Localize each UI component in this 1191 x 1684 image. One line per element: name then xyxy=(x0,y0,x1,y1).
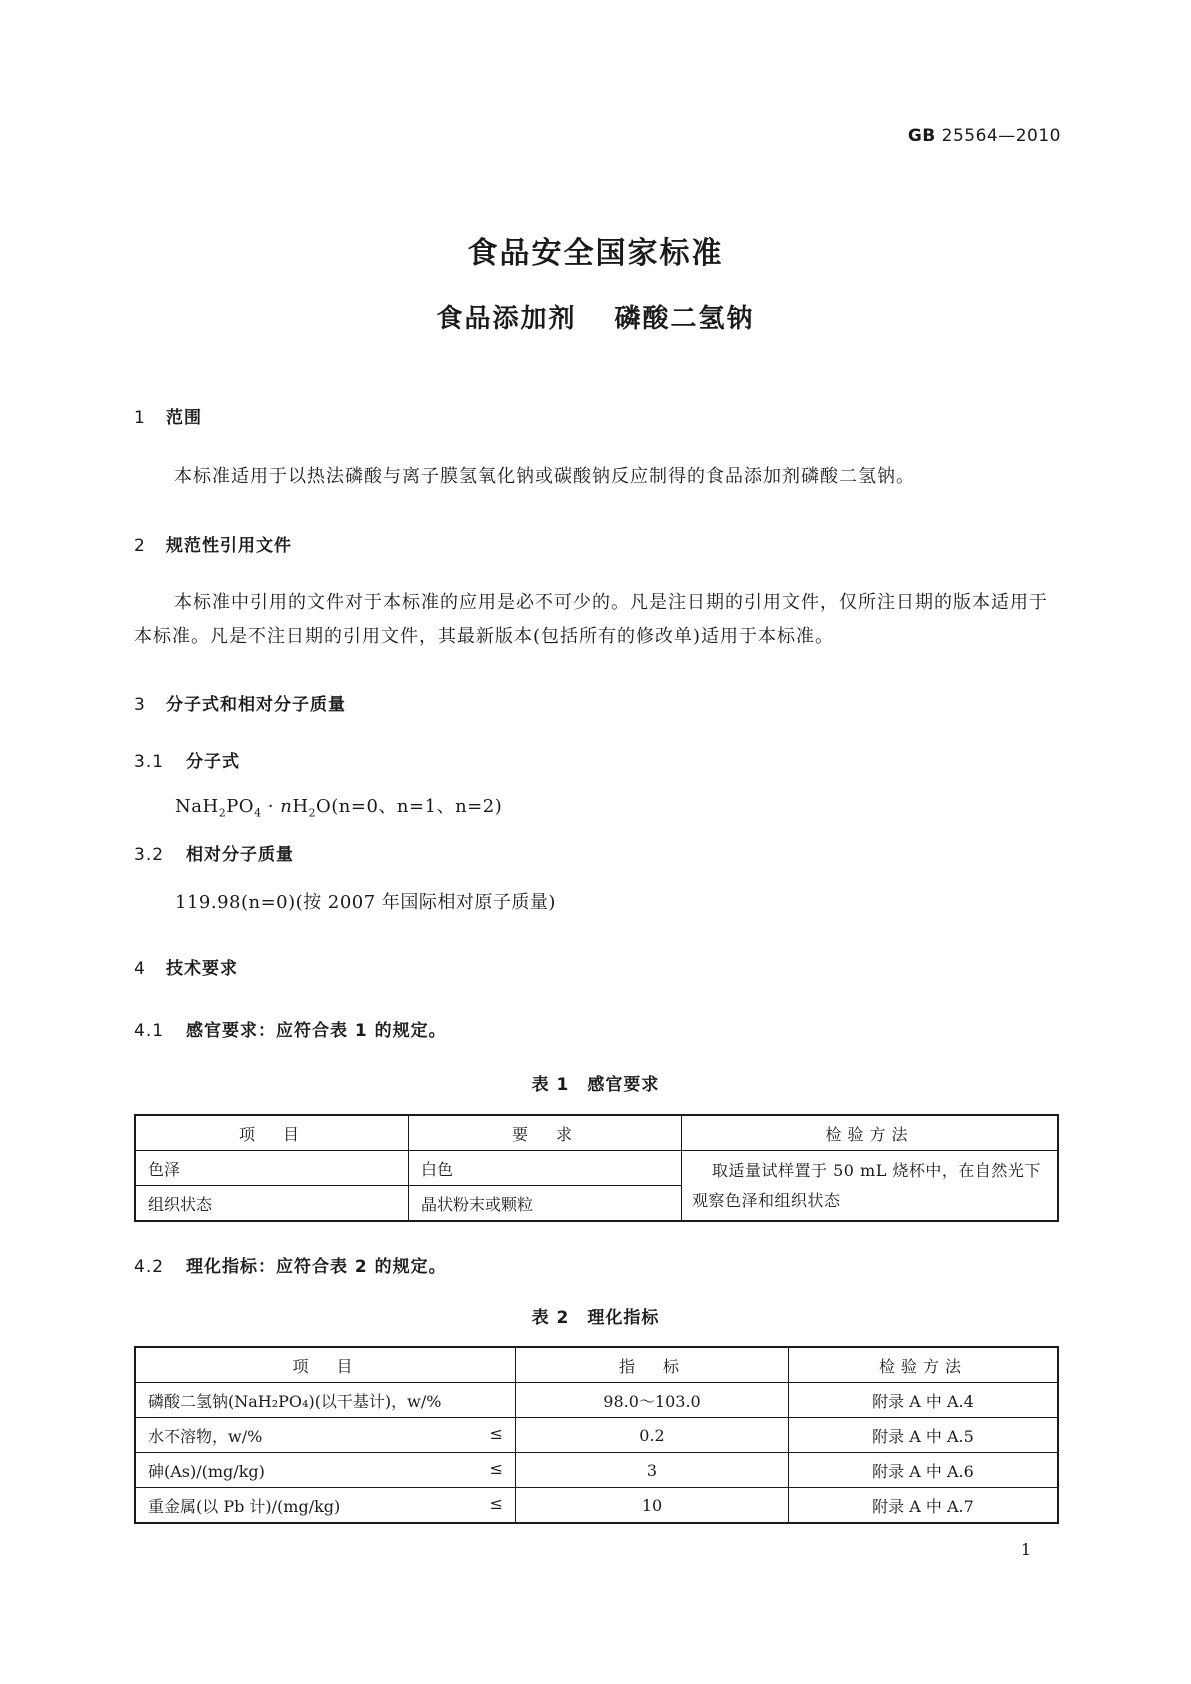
table-row xyxy=(135,1383,1058,1418)
indicator-name: 水不溶物，w/% xyxy=(148,1426,263,1446)
formula-part: H xyxy=(292,796,309,817)
formula-part: PO xyxy=(226,796,255,817)
section-1-heading xyxy=(134,403,202,428)
sub-title-part1: 食品添加剂 xyxy=(436,304,577,334)
table-row xyxy=(135,1151,1058,1186)
formula-part: O(n=0、n=1、n=2) xyxy=(316,796,503,817)
table-cell: 附录 A 中 A.4 xyxy=(789,1383,1059,1418)
table-header-cell: 要 求 xyxy=(409,1115,682,1151)
table-header-cell: 检验方法 xyxy=(682,1115,1059,1151)
table-cell: 10 xyxy=(516,1488,789,1524)
page-number: 1 xyxy=(1020,1540,1031,1559)
standard-prefix: GB xyxy=(907,126,936,146)
table-cell: 晶状粉末或颗粒 xyxy=(409,1186,682,1222)
section-title: 分子式 xyxy=(186,752,240,772)
table-header-row xyxy=(135,1347,1058,1383)
table-cell: 附录 A 中 A.7 xyxy=(789,1488,1059,1524)
section-title: 理化指标：应符合表 2 的规定。 xyxy=(186,1257,447,1277)
table-header-cell: 检验方法 xyxy=(789,1347,1059,1383)
table-cell: 白色 xyxy=(409,1151,682,1186)
section-number: 3.2 xyxy=(134,845,165,865)
table-cell: 3 xyxy=(516,1453,789,1488)
formula-part: · xyxy=(261,796,281,817)
table-cell xyxy=(135,1488,516,1524)
indicator-name: 重金属(以 Pb 计)/(mg/kg) xyxy=(148,1496,341,1516)
table-cell xyxy=(135,1418,516,1453)
formula-italic: n xyxy=(280,796,293,817)
section-1-body: 本标准适用于以热法磷酸与离子膜氢氧化钠或碳酸钠反应制得的食品添加剂磷酸二氢钠。 xyxy=(174,466,915,487)
table-cell: 色泽 xyxy=(135,1151,409,1186)
table-row xyxy=(135,1488,1058,1524)
indicator-name: 磷酸二氢钠(NaH₂PO₄)(以干基计)，w/% xyxy=(148,1391,442,1411)
section-number: 4.2 xyxy=(134,1257,165,1277)
sub-title xyxy=(0,298,1191,335)
section-number: 2 xyxy=(134,536,146,556)
section-3-2-heading xyxy=(134,840,294,865)
formula-subscript: 2 xyxy=(218,806,227,820)
section-2-heading xyxy=(134,531,292,556)
physicochemical-indicators-table xyxy=(134,1346,1059,1524)
section-4-1-heading xyxy=(134,1016,447,1041)
table-header-row xyxy=(135,1115,1058,1151)
sub-title-part2: 磷酸二氢钠 xyxy=(614,304,755,334)
section-number: 1 xyxy=(134,408,146,428)
section-title: 分子式和相对分子质量 xyxy=(166,695,346,715)
section-3-heading xyxy=(134,690,346,715)
section-4-2-heading xyxy=(134,1252,447,1277)
standard-number: 25564—2010 xyxy=(941,126,1061,146)
formula-subscript: 4 xyxy=(254,806,262,820)
section-number: 4 xyxy=(134,959,146,979)
table-cell xyxy=(135,1383,516,1418)
section-4-heading xyxy=(134,954,238,979)
table-cell xyxy=(135,1453,516,1488)
table-cell: 98.0～103.0 xyxy=(516,1383,789,1418)
table-cell: 附录 A 中 A.6 xyxy=(789,1453,1059,1488)
table-header-cell: 指 标 xyxy=(516,1347,789,1383)
table-cell: 附录 A 中 A.5 xyxy=(789,1418,1059,1453)
le-symbol: ≤ xyxy=(489,1493,503,1513)
section-title: 感官要求：应符合表 1 的规定。 xyxy=(186,1021,447,1041)
indicator-name: 砷(As)/(mg/kg) xyxy=(148,1461,265,1481)
formula-part: NaH xyxy=(175,796,219,817)
standard-code xyxy=(908,126,1061,146)
section-title: 范围 xyxy=(166,408,202,428)
table-row xyxy=(135,1418,1058,1453)
section-number: 3.1 xyxy=(134,752,165,772)
le-symbol: ≤ xyxy=(489,1423,503,1443)
section-3-1-heading xyxy=(134,747,240,772)
le-symbol: ≤ xyxy=(489,1458,503,1478)
table-cell: 0.2 xyxy=(516,1418,789,1453)
sensory-requirements-table xyxy=(134,1114,1059,1222)
table-2-caption: 表 2 理化指标 xyxy=(531,1308,660,1328)
table-row xyxy=(135,1453,1058,1488)
table-header-cell: 项 目 xyxy=(135,1115,409,1151)
section-number: 4.1 xyxy=(134,1021,165,1041)
table-1-caption: 表 1 感官要求 xyxy=(531,1075,660,1095)
section-title: 规范性引用文件 xyxy=(166,536,292,556)
section-number: 3 xyxy=(134,695,146,715)
section-2-body: 本标准中引用的文件对于本标准的应用是必不可少的。凡是注日期的引用文件，仅所注日期的版本适用于本标准。凡是不注日期的引用文件，其最新版本(包括所有的修改单)适用于本标准。 xyxy=(134,592,1048,647)
table-cell-method: 取适量试样置于 50 mL 烧杯中，在自然光下观察色泽和组织状态 xyxy=(682,1151,1059,1222)
table-header-cell: 项 目 xyxy=(135,1347,516,1383)
relative-molecular-mass: 119.98(n=0)(按 2007 年国际相对原子质量) xyxy=(175,892,556,913)
molecular-formula xyxy=(175,792,502,820)
formula-subscript: 2 xyxy=(308,806,317,820)
main-title: 食品安全国家标准 xyxy=(467,236,724,271)
table-cell: 组织状态 xyxy=(135,1186,409,1222)
section-title: 技术要求 xyxy=(166,959,238,979)
section-title: 相对分子质量 xyxy=(186,845,294,865)
